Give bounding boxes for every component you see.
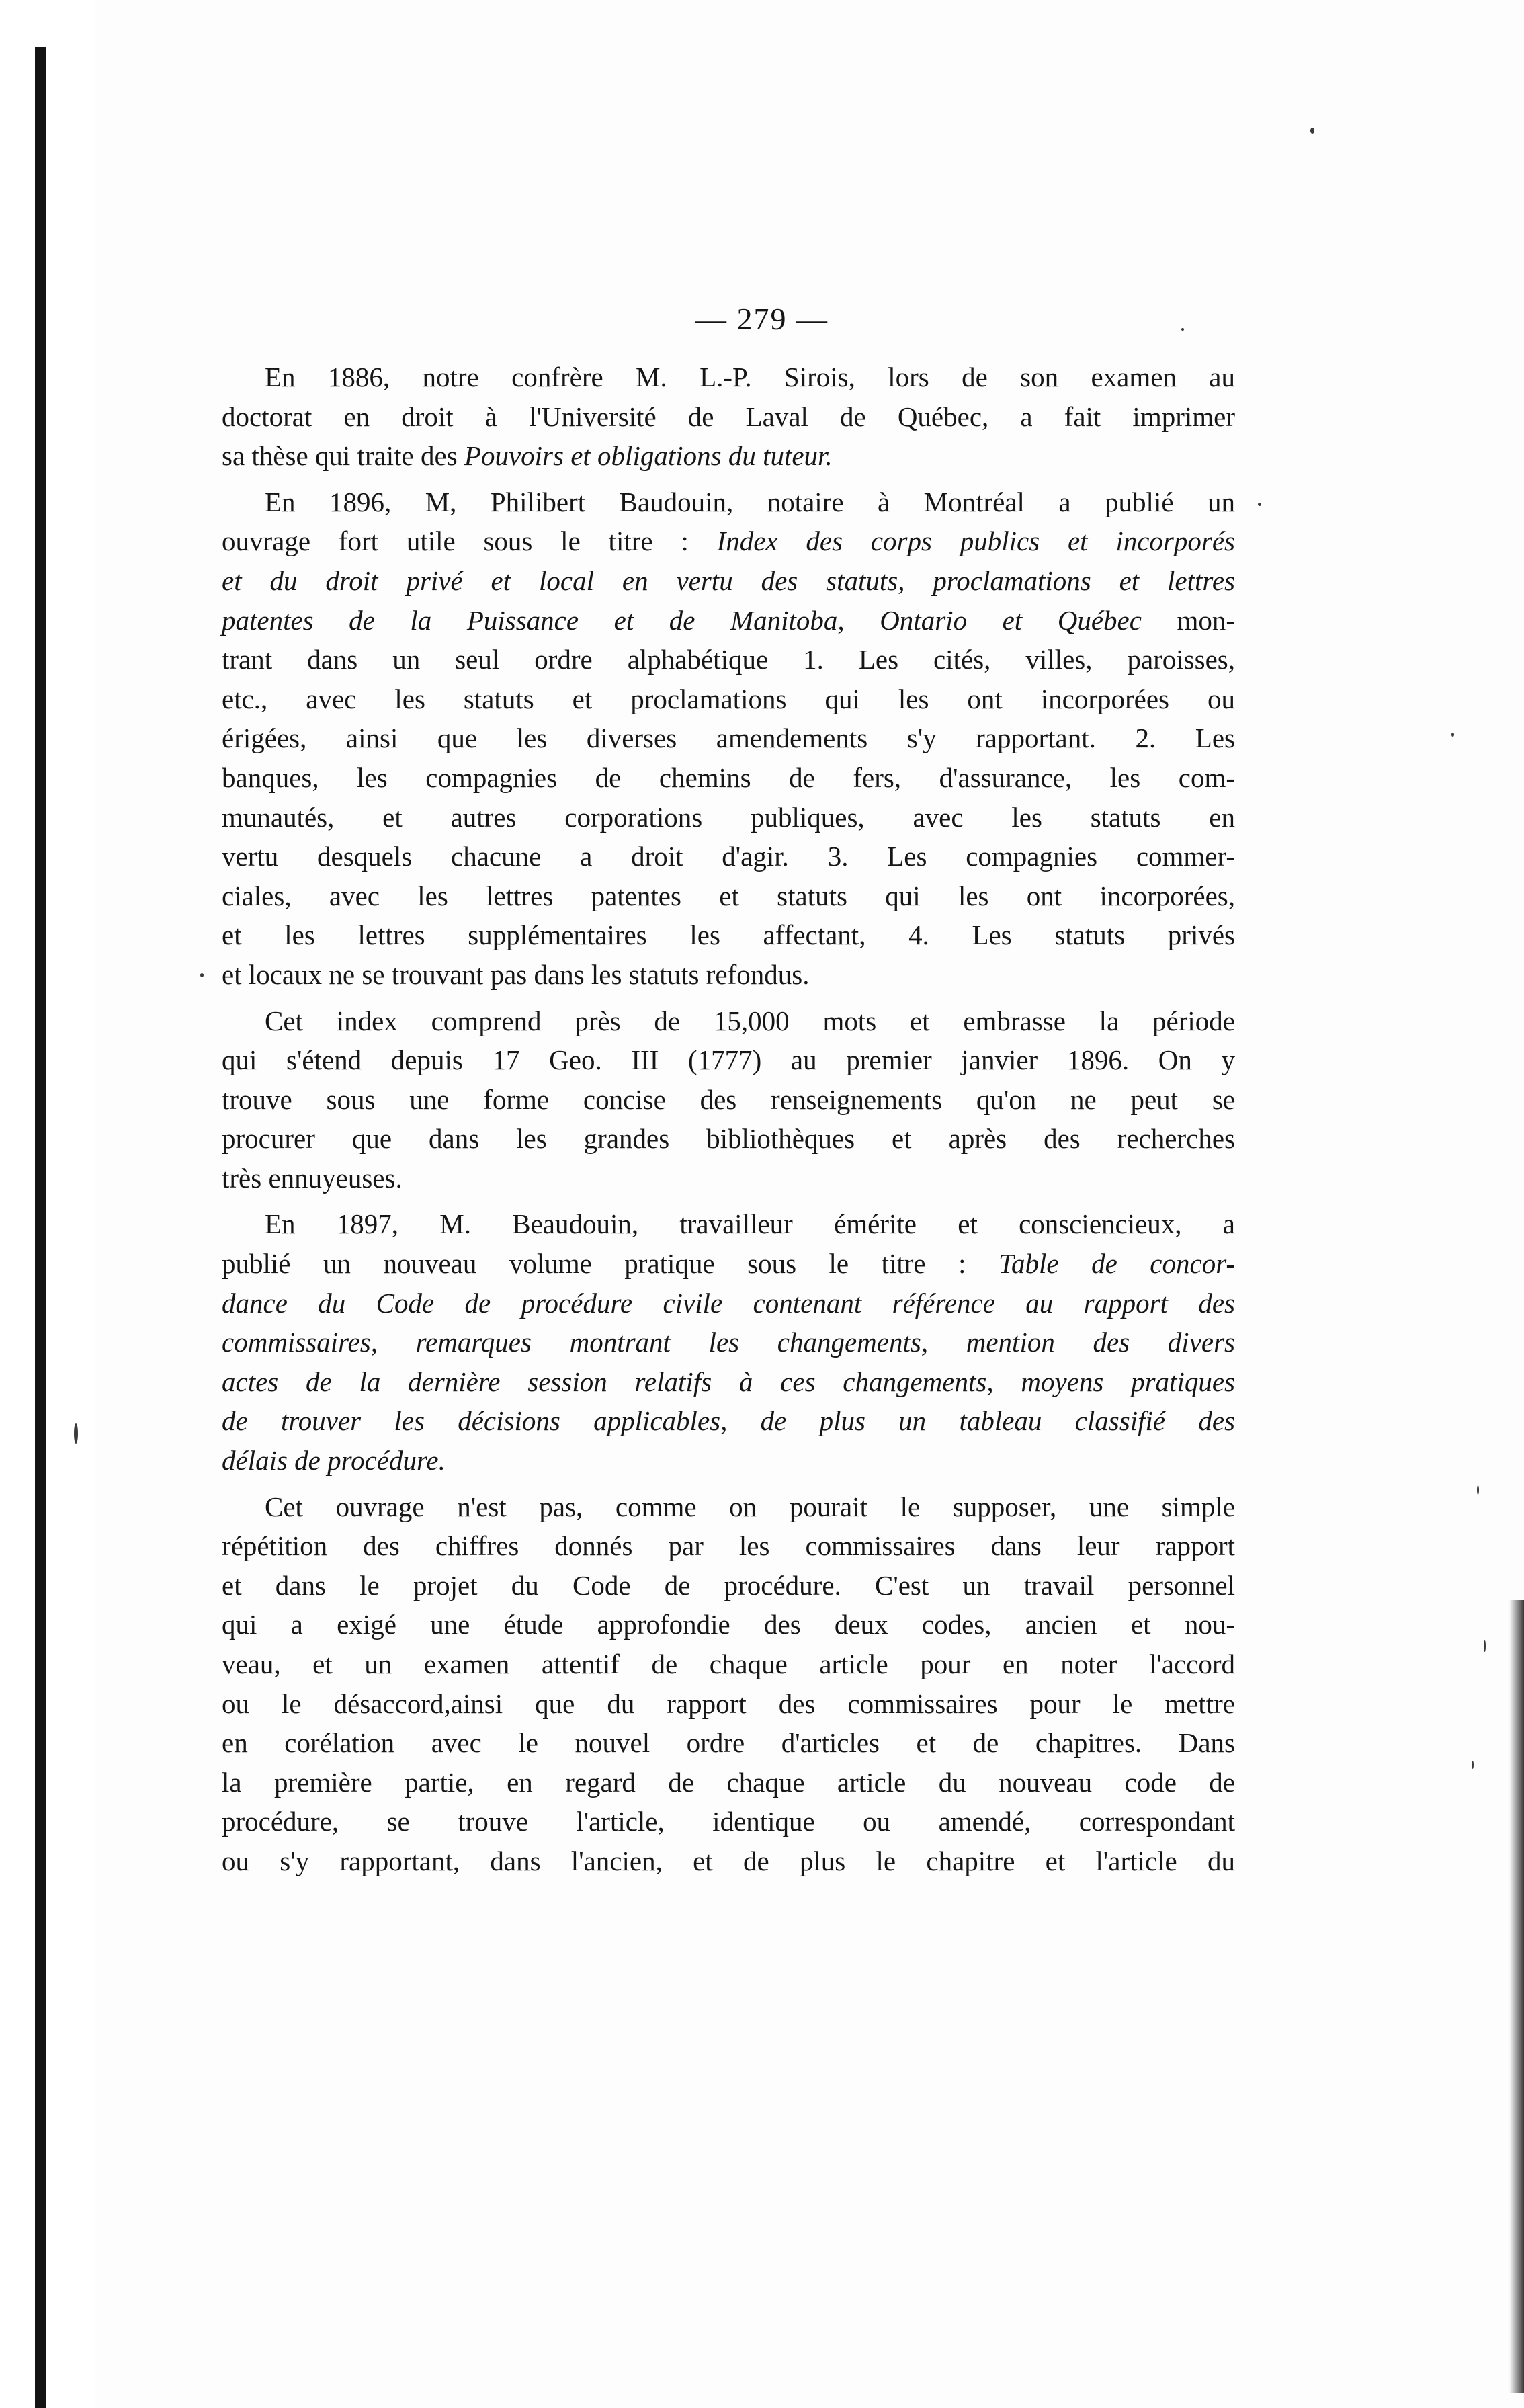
text-line (222, 1401, 1235, 1441)
text-line (222, 1645, 1235, 1684)
italic-text-run: commissaires, remarques montrant les changements, mention des divers (222, 1327, 1235, 1358)
paragraph (222, 1204, 1235, 1480)
text-run: veau, et un examen attentif de chaque article pour en noter l'accord (222, 1649, 1235, 1679)
text-line (222, 1080, 1235, 1120)
text-run: En 1886, notre confrère M. L.-P. Sirois, lors de son examen au (265, 362, 1235, 392)
text-line (222, 358, 1235, 397)
text-run: banques, les compagnies de chemins de fers, d'assurance, les com- (222, 761, 1235, 793)
text-run: sa thèse qui traite des (222, 440, 464, 472)
text-line (222, 915, 1235, 955)
scan-speck (1451, 733, 1454, 737)
text-run: doctorat en droit à l'Université de Laval de Québec, a fait imprimer (222, 401, 1235, 432)
text-run: très ennuyeuses. (222, 1162, 403, 1194)
scan-speck (1310, 128, 1314, 134)
text-line (222, 1802, 1235, 1841)
text-run: en corélation avec le nouvel ordre d'articles et de chapitres. Dans (222, 1727, 1235, 1759)
italic-text-run: patentes de la Puissance et de Manitoba, Ontario et Québec (222, 604, 1142, 636)
text-line (222, 601, 1235, 640)
text-run: ouvrage fort utile sous le titre : (222, 526, 717, 557)
scan-speck (1258, 503, 1261, 506)
text-run: qui a exigé une étude approfondie des deux codes, ancien et nou- (222, 1609, 1235, 1641)
text-line (222, 1204, 1235, 1244)
scan-edge-shadow (1509, 1600, 1524, 2393)
text-line (222, 1526, 1235, 1566)
text-line (222, 1323, 1235, 1362)
text-run: Cet ouvrage n'est pas, comme on pourait le supposer, une simple (265, 1491, 1235, 1522)
italic-text-run: et du droit privé et local en vertu des statuts, proclamations et lettres (222, 565, 1235, 596)
text-line (222, 522, 1235, 561)
text-run: procurer que dans les grandes bibliothèques et après des recherches (222, 1123, 1235, 1155)
italic-text-run: Pouvoirs et obligations du tuteur. (464, 440, 833, 472)
text-run: et dans le projet du Code de procédure. C'est un travail personnel (222, 1569, 1235, 1601)
text-run: vertu desquels chacune a droit d'agir. 3. Les compagnies commer- (222, 841, 1235, 872)
text-run: ou s'y rapportant, dans l'ancien, et de plus le chapitre et l'article du (222, 1845, 1235, 1876)
italic-text-run: Index des corps publics et incorporés (716, 526, 1235, 557)
text-line (222, 1723, 1235, 1763)
text-run: En 1896, M, Philibert Baudouin, notaire à Montréal a publié un (265, 486, 1235, 517)
text-line (222, 1362, 1235, 1402)
paragraph (222, 483, 1235, 995)
italic-text-run: délais de procédure. (222, 1445, 446, 1477)
text-line (222, 1841, 1235, 1881)
text-run: ciales, avec les lettres patentes et statuts qui les ont incorporées, (222, 880, 1235, 911)
text-run: trouve sous une forme concise des renseignements qu'on ne peut se (222, 1083, 1235, 1115)
paragraph (222, 358, 1235, 476)
text-line (222, 1441, 1235, 1481)
text-run: érigées, ainsi que les diverses amendements s'y rapportant. 2. Les (222, 722, 1235, 754)
text-line (222, 640, 1235, 679)
text-line (222, 1244, 1235, 1284)
text-line (222, 718, 1235, 758)
text-line (222, 876, 1235, 916)
text-run: munautés, et autres corporations publiques, avec les statuts en (222, 801, 1235, 833)
text-line (222, 1159, 1235, 1198)
text-run: et les lettres supplémentaires les affectant, 4. Les statuts privés (222, 919, 1235, 951)
paragraph (222, 1487, 1235, 1881)
text-run: la première partie, en regard de chaque article du nouveau code de (222, 1766, 1235, 1798)
scan-speck (1477, 1485, 1479, 1495)
text-line (222, 436, 1235, 476)
text-line (222, 679, 1235, 719)
text-line (222, 798, 1235, 837)
text-line (222, 1001, 1235, 1041)
italic-text-run: de trouver les décisions applicables, de plus un tableau classifié des (222, 1405, 1235, 1437)
italic-text-run: dance du Code de procédure civile contenant référence au rapport des (222, 1287, 1235, 1319)
text-line (222, 1605, 1235, 1645)
text-run: et locaux ne se trouvant pas dans les statuts refondus. (222, 958, 810, 990)
italic-text-run: actes de la dernière session relatifs à ces changements, moyens pratiques (222, 1366, 1235, 1397)
scan-speck (200, 973, 204, 977)
text-run: Cet index comprend près de 15,000 mots et embrasse la période (265, 1005, 1235, 1036)
text-line (222, 1040, 1235, 1080)
text-line (222, 837, 1235, 876)
page-margin-left (0, 0, 95, 2408)
text-line (222, 561, 1235, 601)
text-line (222, 397, 1235, 437)
text-run: mon- (1141, 604, 1236, 636)
text-line (222, 1566, 1235, 1606)
page-number: — 279 — (695, 302, 829, 336)
text-run: procédure, se trouve l'article, identique ou amendé, correspondant (222, 1806, 1235, 1837)
text-run: En 1897, M. Beaudouin, travailleur émérite et consciencieux, a (265, 1208, 1235, 1240)
text-run: qui s'étend depuis 17 Geo. III (1777) au premier janvier 1896. On y (222, 1044, 1235, 1076)
binding-shadow-bar (35, 47, 46, 2408)
italic-text-run: Table de concor- (999, 1248, 1235, 1280)
scan-speck (1484, 1640, 1486, 1652)
text-line (222, 1487, 1235, 1527)
text-run: ou le désaccord,ainsi que du rapport des commissaires pour le mettre (222, 1688, 1235, 1719)
paragraph (222, 1001, 1235, 1198)
scan-speck (1472, 1761, 1474, 1769)
text-run: publié un nouveau volume pratique sous le titre : (222, 1248, 999, 1280)
text-line (222, 1284, 1235, 1323)
text-line (222, 1684, 1235, 1724)
text-line (222, 955, 1235, 995)
text-line (222, 1763, 1235, 1802)
text-line (222, 758, 1235, 798)
text-run: répétition des chiffres donnés par les commissaires dans leur rapport (222, 1530, 1235, 1562)
text-run: trant dans un seul ordre alphabétique 1. Les cités, villes, paroisses, (222, 644, 1235, 675)
text-line (222, 1119, 1235, 1159)
text-line (222, 483, 1235, 522)
text-run: etc., avec les statuts et proclamations qui les ont incorporées ou (222, 683, 1235, 714)
scan-speck (74, 1423, 78, 1444)
body-text (222, 358, 1235, 1888)
